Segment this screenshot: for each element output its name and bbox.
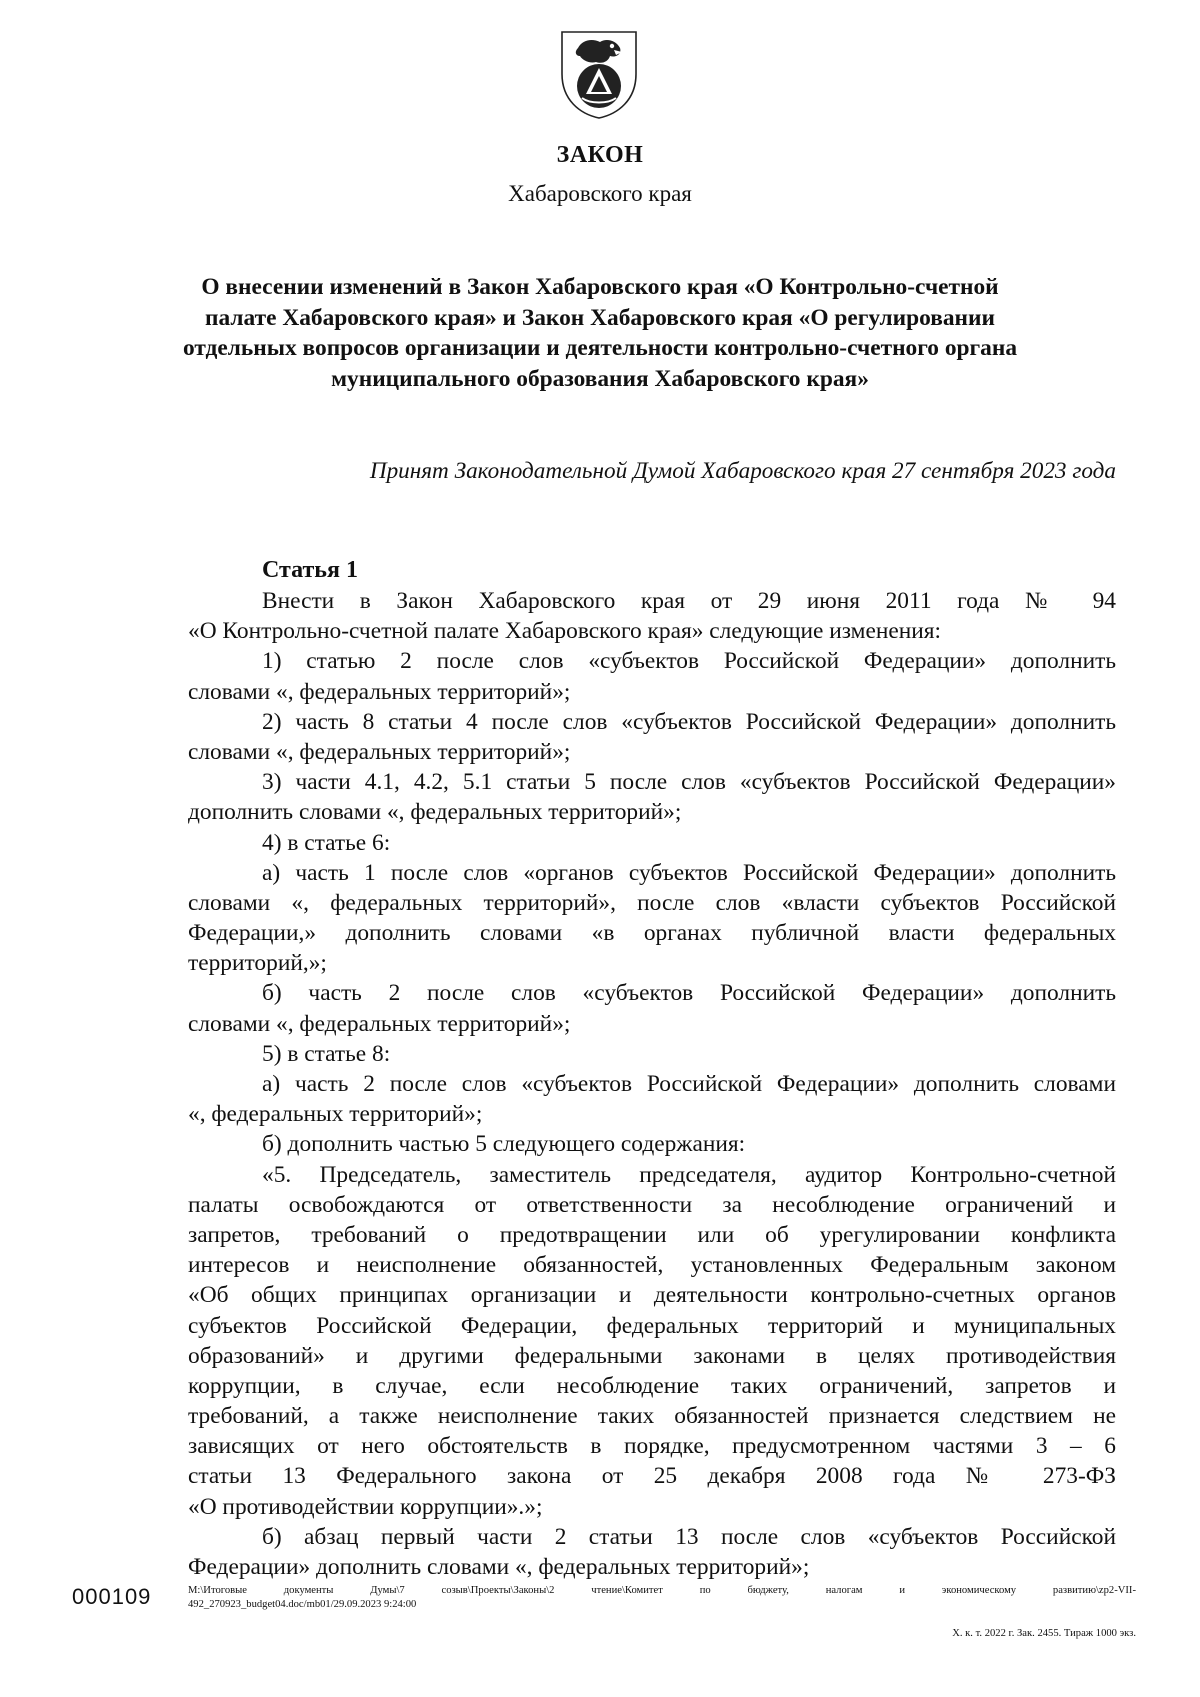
file-path [188,1584,1136,1612]
body-line: словами «, федеральных территорий»; [188,1010,571,1037]
law-title-line: О внесении изменений в Закон Хабаровского края «О Контрольно-счетной [201,274,999,300]
body-line: «, федеральных территорий»; [188,1101,483,1128]
body-line: Федерации,» дополнить словами «в органах публичной власти федеральных [188,920,1116,947]
body-line: образований» и другими федеральными законами в целях противодействия [188,1342,1116,1369]
file-path-line: M:\Итоговые документы Думы\7 созыв\Проекты\Законы\2 чтение\Комитет по бюджету, налогам и экономическому развитию\zp2-VII- [188,1585,1136,1596]
body-line: а) часть 2 после слов «субъектов Российской Федерации» дополнить словами [262,1071,1116,1097]
body-line: субъектов Российской Федерации, федеральных территорий и муниципальных [188,1312,1116,1339]
law-title-line: отдельных вопросов организации и деятельности контрольно-счетного органа [182,335,1018,361]
body-line: зависящих от него обстоятельств в порядке, предусмотренном частями 3 – 6 [188,1433,1116,1460]
body-line: 4) в статье 6: [262,829,391,856]
body-line: б) дополнить частью 5 следующего содержания: [262,1131,746,1158]
file-path-line: 492_270923_budget04.doc/mb01/29.09.2023 9:24:00 [188,1599,417,1610]
body-line: б) часть 2 после слов «субъектов Российской Федерации» дополнить [262,980,1116,1007]
body-line: «О Контрольно-счетной палате Хабаровского края» следующие изменения: [188,618,942,645]
body-line: интересов и неисполнение обязанностей, установленных Федеральным законом [188,1252,1116,1279]
adoption-note: Принят Законодательной Думой Хабаровского края 27 сентября 2023 года [369,458,1116,484]
body-line: словами «, федеральных территорий», после слов «власти субъектов Российской [188,889,1116,916]
body-line: словами «, федеральных территорий»; [188,678,571,705]
law-title [170,272,1030,394]
article-heading: Статья 1 [262,557,358,583]
body-line: дополнить словами «, федеральных территорий»; [188,799,682,826]
body-line: «5. Председатель, заместитель председателя, аудитор Контрольно-счетной [262,1161,1116,1188]
body-line: требований, а также неисполнение таких обязанностей признается следствием не [188,1403,1116,1430]
issuing-region: Хабаровского края [508,181,692,206]
body-line: словами «, федеральных территорий»; [188,738,571,765]
body-line: а) часть 1 после слов «органов субъектов Российской Федерации» дополнить [262,859,1116,886]
body-line: коррупции, в случае, если несоблюдение таких ограничений, запретов и [188,1372,1116,1399]
document-type: ЗАКОН [556,142,644,168]
body-line: 3) части 4.1, 4.2, 5.1 статьи 5 после слов «субъектов Российской Федерации» [262,769,1116,796]
article-body [188,586,1116,1582]
body-line: б) абзац первый части 2 статьи 13 после слов «субъектов Российской [262,1523,1116,1550]
document-code: 000109 [72,1584,152,1609]
body-line: запретов, требований о предотвращении или об урегулировании конфликта [188,1221,1116,1248]
coat-of-arms-icon [556,28,642,120]
body-line: 2) часть 8 статьи 4 после слов «субъектов Российской Федерации» дополнить [262,708,1116,735]
body-line: «О противодействии коррупции».»; [188,1493,543,1520]
body-line: «Об общих принципах организации и деятельности контрольно-счетных органов [188,1282,1116,1309]
body-line: Федерации» дополнить словами «, федеральных территорий»; [188,1554,810,1580]
law-title-line: палате Хабаровского края» и Закон Хабаровского края «О регулировании [205,304,995,331]
body-line: территорий,»; [188,950,327,977]
body-line: 5) в статье 8: [262,1040,391,1067]
body-line: статьи 13 Федерального закона от 25 декабря 2008 года № 273-ФЗ [188,1463,1116,1490]
print-info: Х. к. т. 2022 г. Зак. 2455. Тираж 1000 экз. [952,1628,1136,1639]
body-line: палаты освобождаются от ответственности за несоблюдение ограничений и [188,1191,1116,1218]
body-line: Внести в Закон Хабаровского края от 29 июня 2011 года № 94 [262,588,1116,614]
body-line: 1) статью 2 после слов «субъектов Российской Федерации» дополнить [262,648,1116,675]
law-title-line: муниципального образования Хабаровского края» [331,365,869,392]
